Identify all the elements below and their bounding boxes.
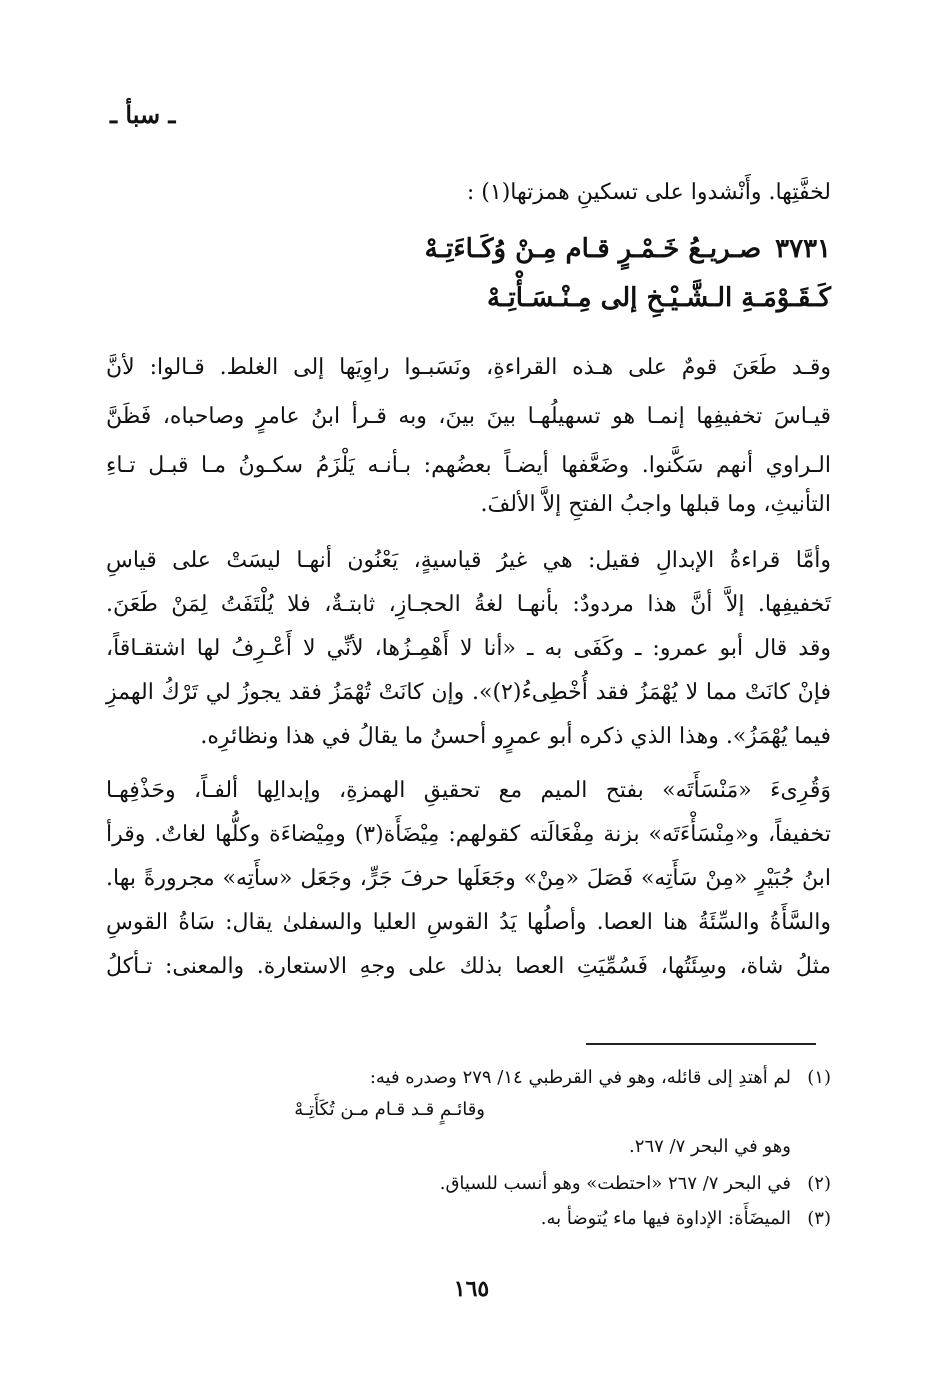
verse-line-2 — [487, 283, 831, 313]
text-line: فيما يُهْمَزُ». وهذا الذي ذكره أبو عمرٍو أحسنُ ما يقالُ في هذا ونظائرِه. — [200, 724, 831, 749]
footnote-verse: وقائـمٍ قـد قـام مـن تُكَأَتِـهْ — [294, 1099, 485, 1120]
footnote-number: (٢) — [807, 1173, 831, 1194]
text-line: وَقُرِىءَ «مَنْسَأَتَه» بفتح الميم مع تحقيقِ الهمزةِ، وإبدالِها ألفـاً، وحَذْفِهـا — [106, 778, 831, 803]
verse-hemistich-2: كَـقَـوْمَـةِ الـشَّـيْـخِ إلى مِـنْـسَـأْتِـهْ — [486, 283, 831, 313]
text-line: قيـاسَ تخفيفِها إنمـا هو تسهيلُهـا بينَ بينَ، وبه قـرأ ابنُ عامرٍ وصاحباه، فَظَنَّ — [106, 404, 831, 429]
text-line: والسَّأَةُ والسِّئَةُ هنا العصا. وأصلُها يَدُ القوسِ العليا والسفلىٰ يقال: سَاةُ القوسِ — [106, 910, 831, 935]
footnote-3 — [211, 1208, 831, 1229]
text-line: التأنيثِ، وما قبلها واجبُ الفتحِ إلاَّ الألفَ. — [480, 492, 831, 517]
verse-hemistich-1: صـريـعُ خَـمْـرٍ قـام مِـنْ وُكَـاءَتِـهْ — [424, 234, 762, 264]
footnote-text: وهو في البحر ٧/ ٢٦٧. — [629, 1136, 791, 1157]
text-line: وقـد طَعَنَ قومٌ على هـذه القراءةِ، ونَسَبـوا راوِيَها إلى الغلط. قـالوا: لأنَّ — [106, 355, 831, 380]
footnote-text: في البحر ٧/ ٢٦٧ «احتطت» وهو أنسب للسياق. — [439, 1173, 791, 1194]
text-line: تَخفيفِها. إلاَّ أنَّ هذا مردودٌ: بأنهـا لغةُ الحجـازِ، ثابتـةٌ، فلا يُلْتَفَتُ لِمَنْ طَعَنَ. — [106, 592, 831, 617]
text-line: وأمَّا قراءةُ الإبدالِ فقيل: هي غيرُ قياسيةٍ، يَعْنُون أنهـا ليسَتْ على قياسِ — [106, 548, 831, 573]
footnote-number: (١) — [807, 1067, 831, 1088]
verse-line-1 — [425, 234, 831, 264]
running-header: ـ سبأ ـ — [110, 100, 176, 129]
footnote-1-tail — [211, 1136, 831, 1157]
page-number: ١٦٥ — [453, 1276, 490, 1302]
text-line: الـراوي أنهم سَكَّنوا. وضَعَّفها أيضـاً بعضُهم: بـأنـه يَلْزَمُ سكـونُ مـا قبـل تـاءِ — [106, 453, 831, 478]
text-line: وقد قال أبو عمرو: ـ وكَفَى به ـ «أنا لا أَهْمِـزُها، لأنِّي لا أَعْـرِفُ لها اشتقـاقاً، — [106, 636, 831, 661]
footnote-text: الميضَأَة: الإداوة فيها ماء يُتوضأ به. — [540, 1208, 791, 1229]
intro-line: لخفَّتِها. وأَنْشدوا على تسكينِ همزتها(١) : — [466, 180, 831, 205]
verse-number: ٣٧٣١ — [775, 234, 831, 264]
text-line: ابنُ جُبَيْرٍ «مِنْ سَأَتِه» فَصَلَ «مِنْ» وجَعَلَها حرفَ جَرٍّ، وجَعَل «سأَتِه» مجرورةً بها. — [106, 866, 831, 891]
text-line: مثلُ شاة، وسِئَتُها، فَسُمِّيَتِ العصا بذلك على وجهِ الاستعارة. والمعنى: تـأكلُ — [106, 954, 831, 979]
footnote-number: (٣) — [807, 1208, 831, 1229]
footnote-2 — [211, 1173, 831, 1194]
footnote-divider — [586, 1043, 816, 1045]
footnote-1 — [211, 1067, 831, 1088]
footnote-text: لم أهتدِ إلى قائله، وهو في القرطبي ١٤/ ٢٧٩ وصدره فيه: — [369, 1067, 791, 1088]
text-line: فإنْ كانَتْ مما لا يُهْمَزُ فقد أُخْطِىءُ(٢)». وإن كانَتْ تُهْمَزُ فقد يجوزُ لي تَرْكُ الهمزِ — [106, 680, 831, 705]
text-line: تخفيفاً، و«مِنْسَأْءَتَه» بزنة مِفْعَالَته كقولهم: مِيْضَأَة(٣) ومِيْضاءَة وكلُّها لغاتٌ. وقرأ — [106, 822, 831, 847]
